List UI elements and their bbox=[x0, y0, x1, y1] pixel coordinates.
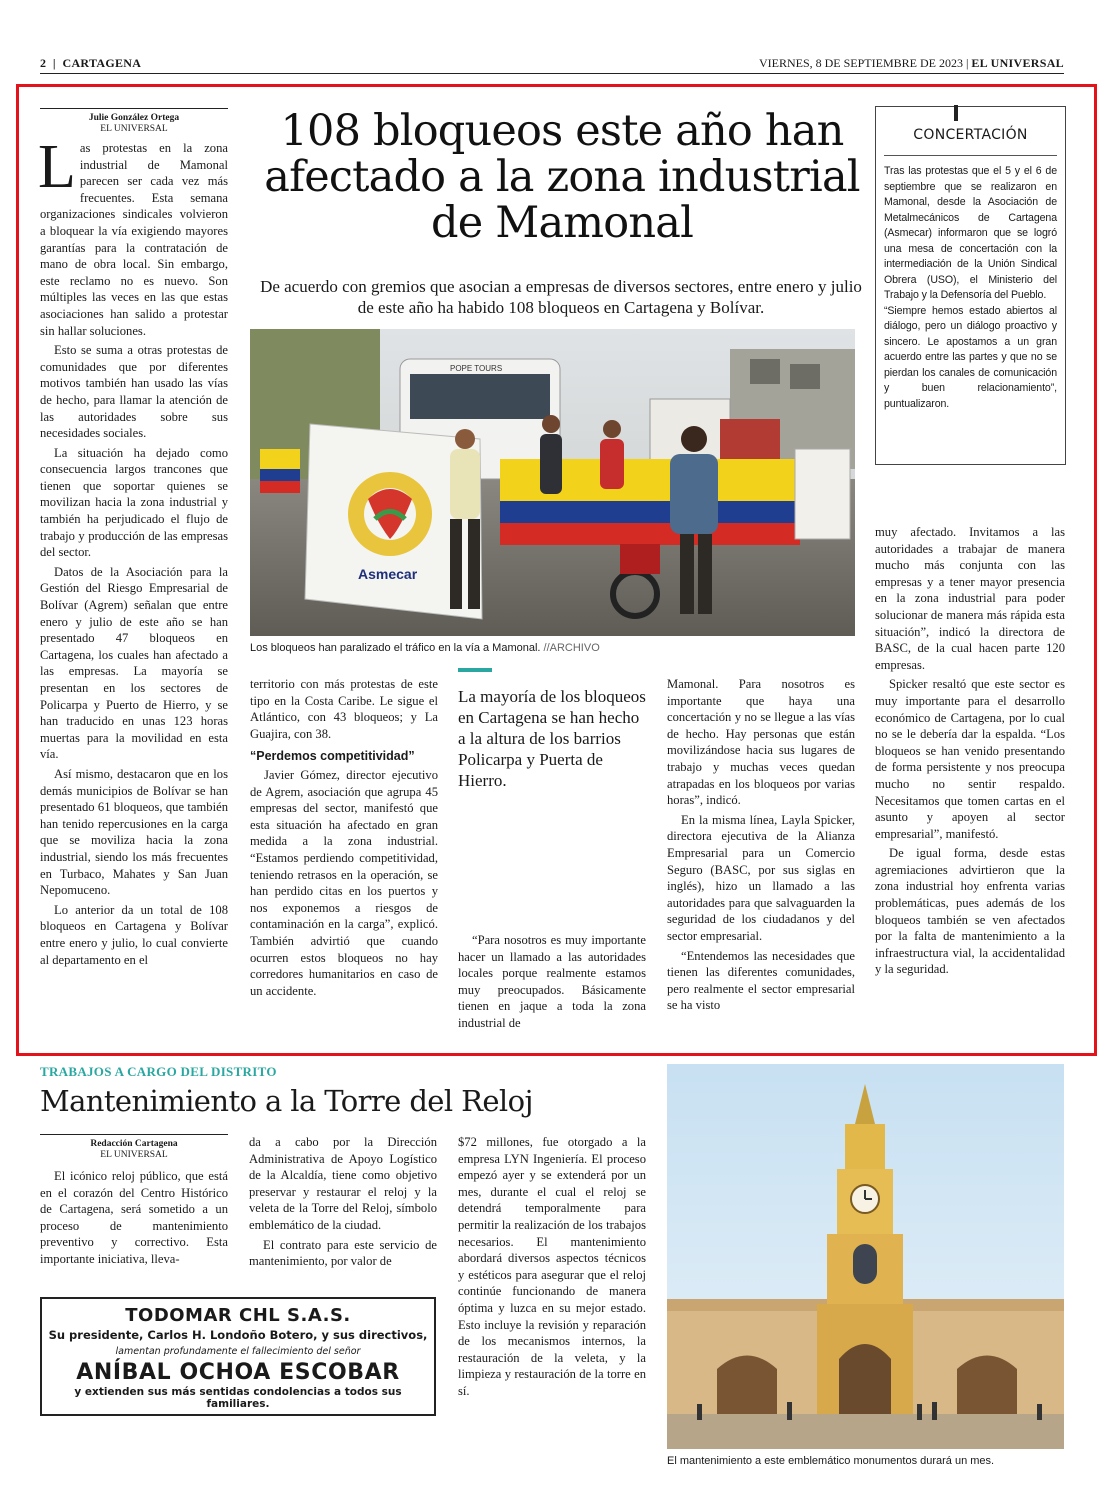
sidebar-paragraph: Tras las protestas que el 5 y el 6 de septiembre que se realizaron en Mamonal, desde la Asociación de Metalmecánicos de Cartagena (Asmecar) informaron que se logró una mesa de concertación con la intermediación de la Unión Sindical Obrera (USO), el Ministerio del Trabajo y la Defensoría del Pueblo. bbox=[884, 165, 1057, 301]
protest-photo-illustration bbox=[250, 329, 855, 636]
ad-deceased-name: ANÍBAL OCHOA ESCOBAR bbox=[76, 1360, 400, 1385]
paragraph: Mamonal. Para nosotros es importante que haya una concertación y no se llegue a las vías de hecho. Hay personas que están movilizándose hacia sus lugares de trabajo y muchas veces quedan atrapadas en los bloqueos por varias horas”, indicó. bbox=[667, 677, 855, 808]
main-byline bbox=[40, 108, 228, 135]
page-number: 2 bbox=[40, 56, 47, 70]
section-name: CARTAGENA bbox=[62, 56, 142, 70]
protest-photo bbox=[250, 329, 855, 636]
section-kicker: TRABAJOS A CARGO DEL DISTRITO bbox=[40, 1064, 277, 1079]
publication-name: EL UNIVERSAL bbox=[971, 56, 1064, 70]
second-byline bbox=[40, 1134, 228, 1161]
pull-quote-text: La mayoría de los bloqueos en Cartagena se han hecho a la altura de los barrios Policarpa y Puerta de Hierro. bbox=[458, 687, 646, 790]
sidebar-box bbox=[875, 106, 1066, 465]
byline-org: EL UNIVERSAL bbox=[100, 1150, 168, 1160]
byline-name: Redacción Cartagena bbox=[90, 1139, 178, 1149]
sidebar-title: CONCERTACIÓN bbox=[913, 127, 1028, 143]
ad-line: y extienden sus más sentidas condolencias a todos sus familiares. bbox=[74, 1386, 402, 1410]
paragraph: $72 millones, fue otorgado a la empresa LYN Ingeniería. El proceso empezó ayer y se extenderá por un mes, durante el cual el reloj se detendrá temporalmente para permitir la realización de los trabajos necesarios. El mantenimiento abordará diversos aspectos técnicos y estéticos para asegurar que el reloj continúe funcionando de manera óptima y luzca en su mejor estado. Esto incluye la revisión y reparación de los mecanismos internos, la restauración de la veleta, y la limpieza y restauración de la torre en sí. bbox=[458, 1135, 646, 1398]
paragraph: Datos de la Asociación para la Gestión del Riesgo Empresarial de Bolívar (Agrem) señalan que entre enero y julio de este año se han presentado 47 bloqueos en Cartagena, los cuales han afectado a las empresas. La mayoría se presentan en los sectores de Policarpa y Puerto de Hierro, y se han traducido en unas 123 horas muertas para la movilidad en esta vía. bbox=[40, 564, 228, 762]
main-deck: De acuerdo con gremios que asocian a empresas de diversos sectores, entre enero y julio de este año ha habido 108 bloqueos en Cartagena y Bolívar. bbox=[260, 277, 862, 317]
paragraph: De igual forma, desde estas agremiaciones advirtieron que la zona industrial hoy enfrenta varias problemáticas, pues además de los bloqueos también se ven afectados por la falta de mantenimiento a la infraestructura vial, la accidentalidad y la seguridad. bbox=[875, 846, 1065, 977]
paragraph: La situación ha dejado como consecuencia largos trancones que tienen que soportar quienes se movilizan hacia la zona industrial y también ha perjudicado el flujo de trabajo y producción de las empresas del sector. bbox=[40, 445, 228, 560]
paragraph: Spicker resaltó que este sector es muy importante para el desarrollo económico de Cartagena, por lo cual no se le debería dar la espalda. “Los bloqueos se han venido presentando de forma persistente y nos preocupa mucho no sentir respaldo. Necesitamos que tomen cartas en el asunto y apoyen al sector empresarial”, manifestó. bbox=[875, 677, 1065, 841]
second-headline: Mantenimiento a la Torre del Reloj bbox=[40, 1084, 533, 1118]
subheading: “Perdemos competitividad” bbox=[250, 749, 415, 764]
photo-caption bbox=[250, 642, 600, 654]
paragraph: da a cabo por la Dirección Administrativa de Apoyo Logístico de la Alcaldía, tiene como objetivo preservar y restaurar el reloj y la veleta de la Torre del Reloj, símbolo emblemático de la ciudad. bbox=[249, 1135, 437, 1232]
photo-credit: //ARCHIVO bbox=[543, 642, 600, 654]
folio-left: 2 | CARTAGENA bbox=[40, 56, 142, 70]
byline-org: EL UNIVERSAL bbox=[100, 124, 168, 134]
article-column-4 bbox=[667, 676, 855, 1014]
paragraph: Javier Gómez, director ejecutivo de Agrem, asociación que agrupa 45 empresas del sector, manifestó que esta situación ha afectado en gran medida a la zona industrial. “Estamos perdiendo competitividad, teniendo retrasos en la operación, se han perdido citas en los puertos y nos exponemos a riesgos de contaminación en la carga”, explicó. También advirtió que cuando ocurren estos bloqueos no hay corredores humanitarios en caso de un accidente. bbox=[250, 767, 438, 998]
second-column-3 bbox=[458, 1134, 646, 1400]
article-column-3 bbox=[458, 932, 646, 1032]
ad-company: TODOMAR CHL S.A.S. bbox=[125, 1305, 351, 1326]
clock-photo-caption: El mantenimiento a este emblemático monumentos durará un mes. bbox=[667, 1455, 995, 1467]
sidebar-divider bbox=[884, 155, 1057, 156]
sidebar-paragraph: “Siempre hemos estado abiertos al diálogo, pero un diálogo proactivo y sincero. Le apostamos a un gran acuerdo entre las partes y que no se pierdan los canales de comunicación y buen relacionamiento”, puntualizaron. bbox=[884, 304, 1057, 410]
main-headline: 108 bloqueos este año han afectado a la zona industrial de Mamonal bbox=[264, 106, 860, 248]
second-column-2 bbox=[249, 1134, 437, 1270]
obituary-ad bbox=[40, 1297, 436, 1416]
paragraph: “Entendemos las necesidades que tienen las diferentes comunidades, pero realmente el sector empresarial se ha visto bbox=[667, 948, 855, 1013]
paragraph: muy afectado. Invitamos a las autoridades a trabajar de manera mucho más conjunta con las empresas y a tener mayor presencia en la zona industrial para poder solucionar de manera más rápida esta situación”, indicó la directora de BASC, de la cual hacen parte 120 empresas. bbox=[875, 525, 1065, 672]
sidebar-marker bbox=[954, 105, 958, 121]
pull-quote bbox=[458, 668, 650, 791]
paragraph: En la misma línea, Layla Spicker, directora ejecutiva de la Alianza Empresarial para un Comercio Seguro (BASC, por sus siglas en inglés), hizo un llamado a las autoridades para que salvaguarden la seguridad de los ciudadanos y del sector empresarial. bbox=[667, 812, 855, 943]
article-column-5 bbox=[875, 524, 1065, 978]
clock-tower-illustration bbox=[667, 1064, 1064, 1449]
bus-sign: POPE TOURS bbox=[450, 364, 503, 373]
article-column-2 bbox=[250, 676, 438, 999]
ad-line: lamentan profundamente el fallecimiento del señor bbox=[115, 1346, 361, 1357]
ad-line: Su presidente, Carlos H. Londoño Botero, y sus directivos, bbox=[48, 1328, 428, 1342]
second-column-1 bbox=[40, 1168, 228, 1268]
paragraph: Las protestas en la zona industrial de Mamonal parecen ser cada vez más frecuentes. Esta semana organizaciones sindicales volvieron a bloquear la vía exigiendo mayores garantías para la contratación de mano de obra local. Sin embargo, este reclamo no es nuevo. Son múltiples las veces en las que estas asociaciones han salido a protestar sin hallar soluciones. bbox=[38, 133, 228, 338]
pull-quote-accent bbox=[458, 668, 492, 672]
byline-name: Julie González Ortega bbox=[88, 113, 180, 123]
caption-text: Los bloqueos han paralizado el tráfico en la vía a Mamonal. bbox=[250, 642, 541, 654]
drop-cap: L bbox=[38, 133, 76, 201]
page-folio bbox=[40, 54, 1064, 74]
paragraph: Lo anterior da un total de 108 bloqueos en Cartagena y Bolívar entre enero y julio, lo cual convierte al departamento en el bbox=[40, 902, 228, 967]
paragraph: El contrato para este servicio de mantenimiento, por valor de bbox=[249, 1237, 437, 1269]
paragraph: Esto se suma a otras protestas de comunidades que por diferentes motivos también han usado las vías de hecho, para llamar la atención de las autoridades sobre sus necesidades sociales. bbox=[40, 343, 228, 441]
issue-date: VIERNES, 8 DE SEPTIEMBRE DE 2023 bbox=[758, 56, 963, 70]
folio-right: VIERNES, 8 DE SEPTIEMBRE DE 2023 | EL UNIVERSAL bbox=[758, 56, 1064, 70]
paragraph: “Para nosotros es muy importante hacer un llamado a las autoridades locales porque realmente estamos muy preocupados. Básicamente tienen en jaque a toda la zona industrial de bbox=[458, 933, 646, 1030]
clock-tower-photo bbox=[667, 1064, 1064, 1449]
paragraph: Así mismo, destacaron que en los demás municipios de Bolívar se han presentado 61 bloqueos, que también han tenido repercusiones en la carga que se moviliza hacia la zona industrial, siendo los más frecuentes en Turbaco, Mahates y San Juan Nepomuceno. bbox=[40, 766, 228, 898]
paragraph: El icónico reloj público, que está en el corazón del Centro Histórico de Cartagena, será sometido a un proceso de mantenimiento preventivo y correctivo. Esta importante iniciativa, lleva- bbox=[40, 1169, 228, 1266]
article-column-1 bbox=[38, 133, 228, 968]
paragraph: territorio con más protestas de este tipo en la Costa Caribe. Le sigue el Atlántico, con 43 bloqueos; y La Guajira, con 38. bbox=[250, 677, 438, 741]
sidebar-body bbox=[884, 164, 1057, 412]
banner-logo: Asmecar bbox=[358, 566, 418, 582]
